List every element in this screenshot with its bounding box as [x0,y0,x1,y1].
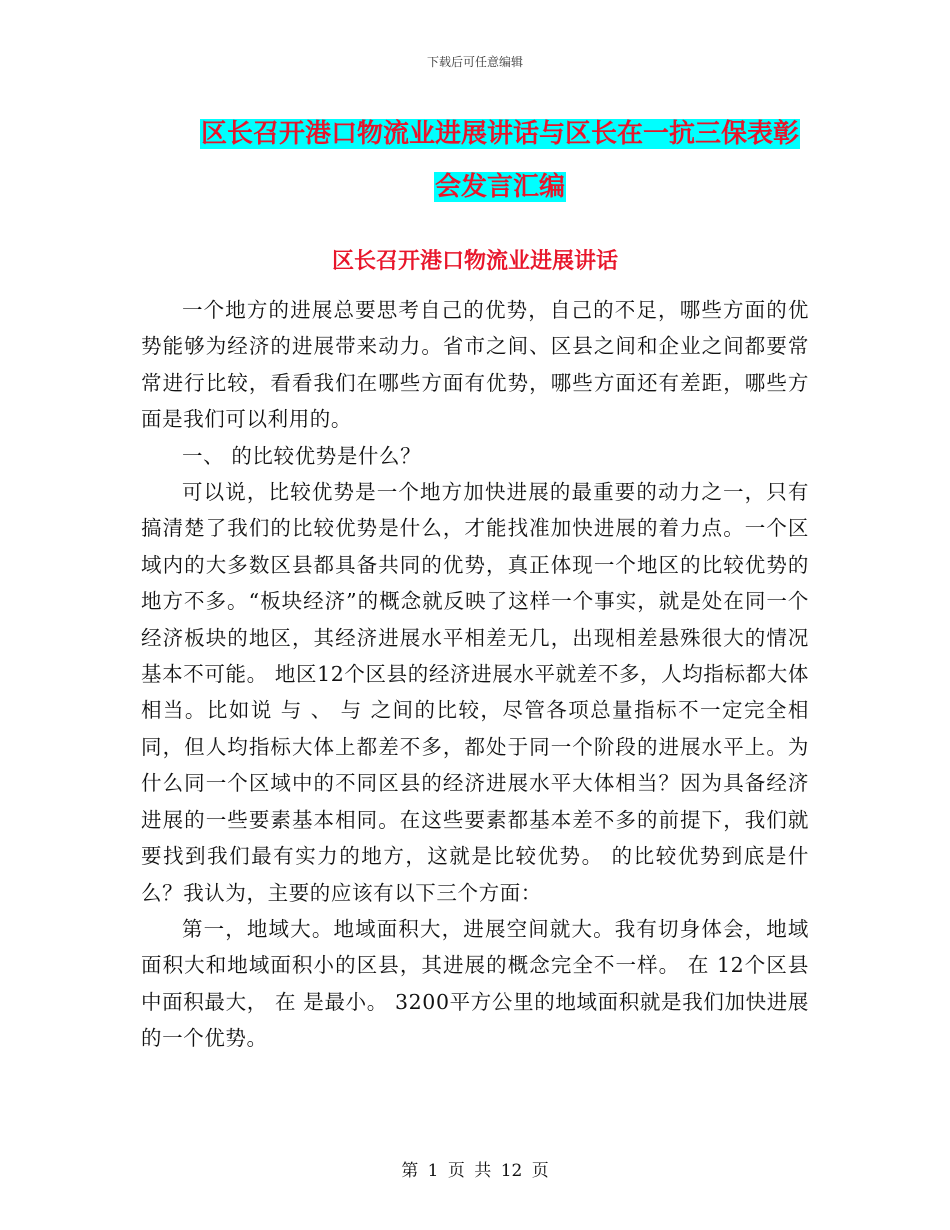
title-line-2 [140,161,860,214]
paragraph: 第一，地域大。地域面积大，进展空间就大。我有切身体会，地域面积大和地域面积小的区县，其进展的概念完全不一样。 在 12个区县中面积最大， 在 是最小。 3200平方公里的地域面积就是我们加快进展的一个优势。 [141,916,809,1051]
title-line-1 [140,108,860,161]
paragraph: 可以说，比较优势是一个地方加快进展的最重要的动力之一，只有搞清楚了我们的比较优势是什么，才能找准加快进展的着力点。一个区域内的大多数区县都具备共同的优势，真正体现一个地区的比较优势的地方不多。“板块经济”的概念就反映了这样一个事实，就是处在同一个经济板块的地区，其经济进展水平相差无几，出现相差悬殊很大的情况基本不可能。 地区12个区县的经济进展水平就差不多，人均指标都大体相当。比如说 与 、 与 之间的比较，尽管各项总量指标不一定完全相同，但人均指标大体上都差不多，都处于同一个阶段的进展水平上。为什么同一个区域中的不同区县的经济进展水平大体相当？因为具备经济进展的一些要素基本相同。在这些要素都基本差不多的前提下，我们就要找到我们最有实力的地方，这就是比较优势。 的比较优势到底是什么？我认为，主要的应该有以下三个方面： [141,480,809,905]
section-title: 区长召开港口物流业进展讲话 [331,249,618,274]
title-line-1-text: 区长召开港口物流业进展讲话与区长在一抗三保表彰 [200,119,799,149]
title-line-2-text: 会发言汇编 [434,172,565,202]
paragraph: 一个地方的进展总要思考自己的优势，自己的不足，哪些方面的优势能够为经济的进展带来动力。省市之间、区县之间和企业之间都要常常进行比较，看看我们在哪些方面有优势，哪些方面还有差距，哪些方面是我们可以利用的。 [141,298,809,432]
page-footer: 第 1 页 共 12 页 [401,1161,549,1181]
header-note: 下载后可任意编辑 [426,55,523,69]
document-title [140,108,860,214]
paragraph: 一、 的比较优势是什么？ [182,443,422,468]
body-text [141,292,809,1057]
